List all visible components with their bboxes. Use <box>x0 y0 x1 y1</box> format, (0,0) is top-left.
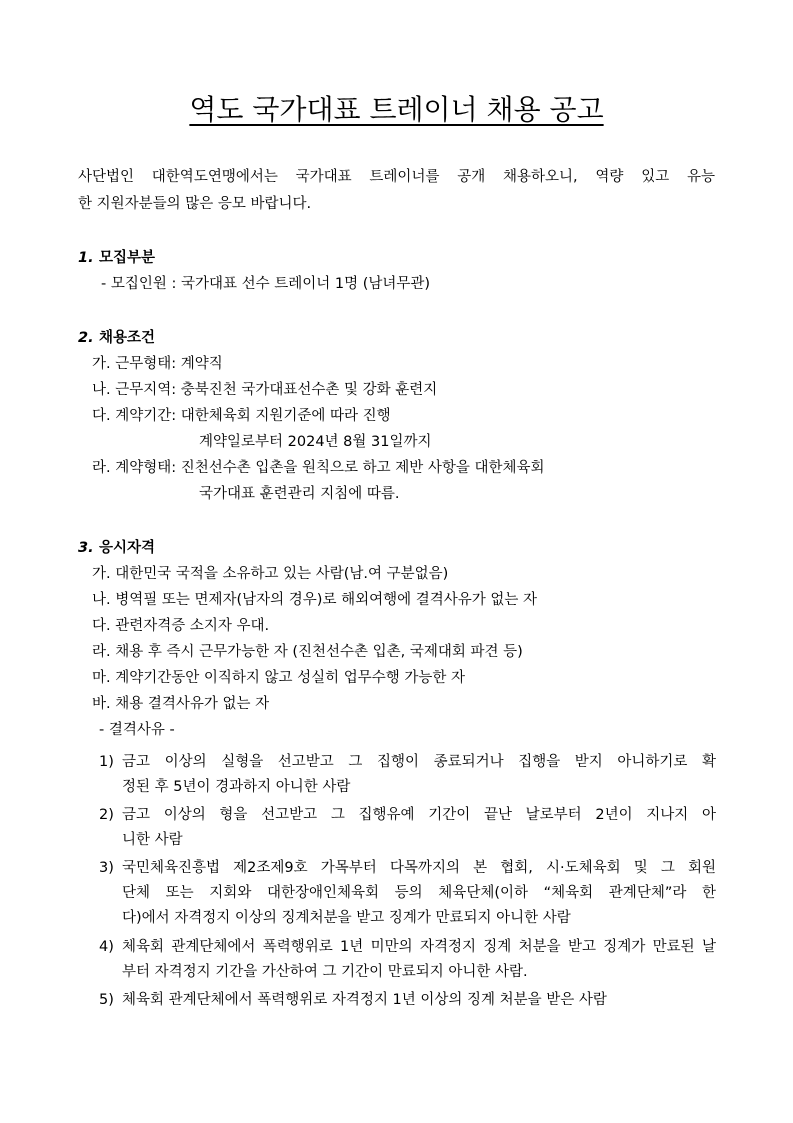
section-2-heading: 채용조건 <box>99 330 156 346</box>
section-2-item: 라. 계약형태: 진천선수촌 입촌을 원칙으로 하고 제반 사항을 대한체육회 <box>92 460 545 476</box>
section-2-item: 다. 계약기간: 대한체육회 지원기준에 따라 진행 <box>92 408 391 424</box>
section-3-item: 라. 채용 후 즉시 근무가능한 자 (진천선수촌 입촌, 국제대회 파견 등) <box>92 644 523 660</box>
section-3-item: 가. 대한민국 국적을 소유하고 있는 사람(남.여 구분없음) <box>92 566 449 582</box>
section-2-item: 계약일로부터 2024년 8월 31일까지 <box>199 434 432 450</box>
disqualification-line: 금고 이상의 실형을 선고받고 그 집행이 종료되거나 집행을 받지 아니하기로 확 <box>122 754 716 770</box>
section-3-heading: 응시자격 <box>99 540 156 556</box>
section-3-item: 마. 계약기간동안 이직하지 않고 성실히 업무수행 가능한 자 <box>92 670 466 686</box>
disqualification-line: 다)에서 자격정지 이상의 징계처분을 받고 징계가 만료되지 아니한 사람 <box>122 910 571 926</box>
disqualification-line: 단체 또는 지회와 대한장애인체육회 등의 체육단체(이하 “체육회 관계단체”라 한 <box>122 885 716 901</box>
disqualification-number: 5) <box>99 992 114 1008</box>
disqualification-number: 4) <box>99 939 114 955</box>
disqualification-line: 국민체육진흥법 제2조제9호 가목부터 다목까지의 본 협회, 시·도체육회 및 그 회원 <box>122 860 716 876</box>
disqualification-line: 금고 이상의 형을 선고받고 그 집행유예 기간이 끝난 날로부터 2년이 지나지 아 <box>122 807 716 823</box>
section-3-item: 다. 관련자격증 소지자 우대. <box>92 618 270 634</box>
disqualification-header: - 결격사유 - <box>99 722 175 738</box>
intro-line-1: 사단법인 대한역도연맹에서는 국가대표 트레이너를 공개 채용하오니, 역량 있고 유능 <box>78 169 715 185</box>
section-2-item: 국가대표 훈련관리 지침에 따름. <box>199 486 400 502</box>
disqualification-number: 2) <box>99 807 114 823</box>
intro-line-2: 한 지원자분들의 많은 응모 바랍니다. <box>78 196 312 212</box>
section-1-number: 1. <box>78 250 94 266</box>
section-3-item: 나. 병역필 또는 면제자(남자의 경우)로 해외여행에 결격사유가 없는 자 <box>92 592 537 608</box>
section-2-number: 2. <box>78 330 94 346</box>
disqualification-line: 체육회 관계단체에서 폭력행위로 1년 미만의 자격정지 징계 처분을 받고 징계가 만료된 날 <box>122 939 716 955</box>
disqualification-line: 체육회 관계단체에서 폭력행위로 자격정지 1년 이상의 징계 처분을 받은 사람 <box>122 992 607 1008</box>
disqualification-line: 정된 후 5년이 경과하지 아니한 사람 <box>122 779 351 795</box>
section-3-item: 바. 채용 결격사유가 없는 자 <box>92 696 270 712</box>
disqualification-number: 3) <box>99 860 114 876</box>
section-1-item: - 모집인원 : 국가대표 선수 트레이너 1명 (남녀무관) <box>101 276 431 292</box>
section-3-number: 3. <box>78 540 94 556</box>
section-2-item: 가. 근무형태: 계약직 <box>92 356 223 372</box>
disqualification-line: 니한 사람 <box>122 832 183 848</box>
disqualification-line: 부터 자격정지 기간을 가산하여 그 기간이 만료되지 아니한 사람. <box>122 964 528 980</box>
section-1-heading: 모집부분 <box>99 250 156 266</box>
section-2-item: 나. 근무지역: 충북진천 국가대표선수촌 및 강화 훈련지 <box>92 382 438 398</box>
page-title: 역도 국가대표 트레이너 채용 공고 <box>189 93 604 126</box>
disqualification-number: 1) <box>99 754 114 770</box>
